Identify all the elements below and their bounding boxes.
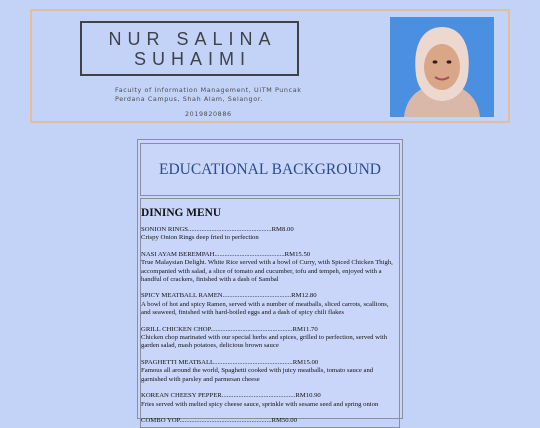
title-cell	[140, 143, 400, 196]
menu-item-line: GRILL CHICKEN CHOP.................................................RM11.70	[141, 325, 318, 333]
address-text: Faculty of Information Management, UiTM Puncak Perdana Campus, Shah Alam, Selangor.	[115, 86, 302, 103]
person-portrait-icon	[390, 17, 494, 117]
section-title: EDUCATIONAL BACKGROUND	[158, 160, 382, 178]
phone-text: 2019820886	[185, 110, 232, 118]
menu-item-desc: Fries served with melted spicy cheese sauce, sprinkle with sesame seed and spring onion	[141, 400, 379, 408]
menu-item-desc: Famous all around the world, Spaghetti cooked with juicy meatballs, tomato sauce and garnished with parsley and parmesan cheese	[141, 367, 374, 383]
menu-item	[141, 251, 399, 285]
menu-item-line: KOREAN CHEESY PEPPER............................................RM10.90	[141, 392, 321, 400]
menu-item	[141, 226, 399, 243]
profile-photo	[390, 17, 494, 117]
menu-item	[141, 359, 399, 384]
menu-item-line: COMBO YOP.......................................................RM50.00	[141, 416, 297, 424]
menu-heading: DINING MENU	[141, 207, 222, 219]
profile-header	[30, 9, 510, 123]
menu-item-line: NASI AYAM BEREMPAH..........................................RM15.50	[141, 250, 311, 258]
name-first: NUR SALINA	[108, 28, 277, 49]
menu-item-line: SPICY MEATBALL RAMEN.........................................RM12.80	[141, 292, 317, 300]
menu-item-desc: Crispy Onion Rings deep fried to perfection	[141, 234, 259, 242]
content-cell	[140, 198, 400, 428]
name-last: SUHAIMI	[133, 48, 251, 69]
education-table	[137, 139, 403, 424]
name-box	[80, 21, 299, 76]
menu-item	[141, 326, 399, 351]
menu-item	[141, 292, 399, 317]
menu-item	[141, 392, 399, 409]
menu-item	[141, 417, 399, 425]
menu-item-line: SPAGHETTI MEATBALL...............................................RM15.00	[141, 358, 319, 366]
menu-item-desc: True Malaysian Delight. White Rice served with a bowl of Curry, with Spiced Chicken Thigh, accompanied with salad, a slice of tomato and cucumber, tofu and tempeh, enjoyed with a handful of crackers, finished with a dash of Sambal	[141, 259, 393, 284]
menu-item-desc: Chicken chop marinated with our special herbs and spices, grilled to perfection, served with garden salad, mash potatoes, delicious brown sauce	[141, 334, 388, 350]
menu-item-desc: A bowl of hot and spicy Ramen, served with a number of meatballs, sliced carrots, scallions, and seaweed, finished with hard-boiled eggs and a dash of spicy chili flakes	[141, 300, 389, 317]
menu-item-line: SONION RINGS..................................................RM8.00	[141, 226, 294, 233]
